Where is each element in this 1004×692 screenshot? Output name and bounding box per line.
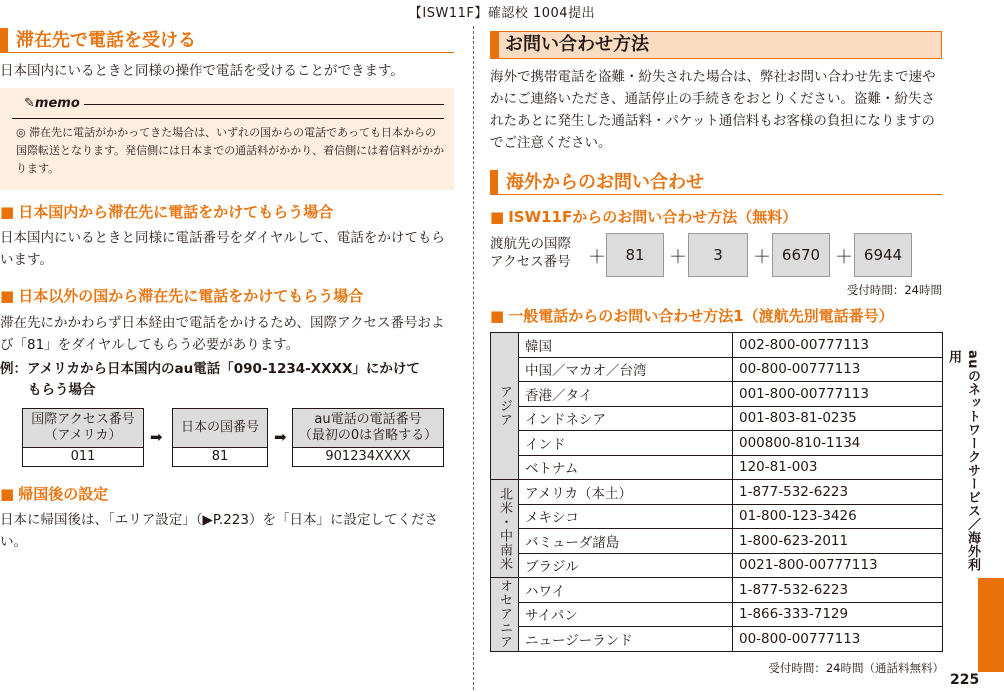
country-cell: ブラジル — [519, 553, 733, 578]
table-row — [491, 627, 943, 652]
country-cell: アメリカ（本土） — [519, 480, 733, 505]
body-inquiry-method: 海外で携帯電話を盗難・紛失された場合は、弊社お問い合わせ先まで速やかにご連絡いただき、通話停止の手続きをおとりください。盗難・紛失されたあとに発生した通話料・パケット通信料もお客様の負担になりますのでご注意ください。 — [490, 69, 936, 151]
country-cell: ベトナム — [519, 455, 733, 480]
diagram-head-au-number: au電話の電話番号 （最初の0は省略する） — [292, 408, 444, 448]
number-cell: 00-800-00777113 — [733, 357, 943, 382]
table-row — [491, 504, 943, 529]
hours-note-isw11f: 受付時間：24時間 — [846, 283, 942, 297]
table-row — [491, 431, 943, 456]
side-tab-marker — [978, 578, 1004, 672]
number-cell: 00-800-00777113 — [733, 627, 943, 652]
dial-digit-6670: 6670 — [772, 233, 830, 277]
diagram-val-country-code: 81 — [172, 447, 268, 467]
memo-rule-bottom — [12, 118, 444, 119]
country-cell: ニュージーランド — [519, 627, 733, 652]
arrow-right-icon: ➡ — [150, 428, 163, 446]
plus-sign: ＋ — [669, 247, 687, 268]
square-bullet-icon: ■ — [0, 485, 15, 503]
table-row — [491, 333, 943, 358]
example-line-2: もらう場合 — [28, 382, 96, 398]
pencil-icon: ✎ — [24, 96, 35, 111]
country-cell: バミューダ諸島 — [519, 529, 733, 554]
dial-label: 渡航先の国際 アクセス番号 — [490, 236, 571, 270]
number-cell: 000800-810-1134 — [733, 431, 943, 456]
table-row — [491, 455, 943, 480]
number-cell: 1-866-333-7129 — [733, 602, 943, 627]
page-number: 225 — [950, 672, 980, 688]
country-cell: サイパン — [519, 602, 733, 627]
section-title-receive-calls — [0, 28, 454, 53]
region-label: アジア — [491, 333, 519, 480]
plus-sign: ＋ — [588, 247, 606, 268]
number-cell: 1-877-532-6223 — [733, 480, 943, 505]
table-row — [491, 480, 943, 505]
country-cell: メキシコ — [519, 504, 733, 529]
subheading-after-return: ■ 帰国後の設定 — [0, 485, 109, 503]
number-cell: 1-877-532-6223 — [733, 578, 943, 603]
country-cell: インドネシア — [519, 406, 733, 431]
table-row — [491, 578, 943, 603]
square-bullet-icon: ■ — [490, 208, 505, 226]
diagram-head-intl-access: 国際アクセス番号 （アメリカ） — [22, 408, 144, 448]
page-header-title: 【ISW11F】確認校 1004提出 — [408, 6, 596, 21]
body-after-return: 日本に帰国後は、「エリア設定」（▶P.223）を「日本」に設定してください。 — [0, 512, 438, 550]
memo-text: ◎ 滞在先に電話がかかってきた場合は、いずれの国からの電話であっても日本からの国際転送となります。発信側には日本までの通話料がかかり、着信側には着信料がかかります。 — [16, 126, 445, 175]
table-row — [491, 382, 943, 407]
country-cell: 香港／タイ — [519, 382, 733, 407]
number-cell: 120-81-003 — [733, 455, 943, 480]
body-call-from-abroad: 滞在先にかかわらず日本経由で電話をかけるため、国際アクセス番号および「81」をダイヤルしてもらう必要があります。 — [0, 315, 445, 353]
plus-sign: ＋ — [753, 247, 771, 268]
subheading-from-isw11f: ■ ISW11Fからのお問い合わせ方法（無料） — [490, 208, 798, 226]
memo-label: ✎memo — [24, 96, 80, 111]
number-cell: 0021-800-00777113 — [733, 553, 943, 578]
diagram-val-au-number: 901234XXXX — [292, 447, 444, 467]
country-cell: 中国／マカオ／台湾 — [519, 357, 733, 382]
table-row — [491, 357, 943, 382]
number-cell: 01-800-123-3426 — [733, 504, 943, 529]
dial-digit-3: 3 — [688, 233, 748, 277]
table-row — [491, 406, 943, 431]
section-title-overseas-inquiry — [490, 170, 942, 195]
column-divider — [473, 26, 474, 690]
country-cell: 韓国 — [519, 333, 733, 358]
arrow-right-icon: ➡ — [274, 428, 287, 446]
table-row — [491, 529, 943, 554]
square-bullet-icon: ■ — [0, 203, 15, 221]
box-title-inquiry-method — [490, 31, 942, 59]
memo-rule-top — [84, 104, 444, 105]
subheading-call-from-japan: ■ 日本国内から滞在先に電話をかけてもらう場合 — [0, 203, 334, 221]
section-title-overseas-inquiry-text: 海外からのお問い合わせ — [506, 172, 704, 193]
plus-sign: ＋ — [835, 247, 853, 268]
subheading-from-landline: ■ 一般電話からのお問い合わせ方法1（渡航先別電話番号） — [490, 307, 894, 325]
hours-note-landline: 受付時間：24時間（通話料無料） — [768, 661, 944, 675]
body-call-from-japan: 日本国内にいるときと同様に電話番号をダイヤルして、電話をかけてもらいます。 — [0, 230, 445, 268]
diagram-val-intl-access: 011 — [22, 447, 144, 467]
region-label: 北米・中南米 — [491, 480, 519, 578]
square-bullet-icon: ■ — [490, 307, 505, 325]
number-cell: 002-800-00777113 — [733, 333, 943, 358]
section-body-receive-calls: 日本国内にいるときと同様の操作で電話を受けることができます。 — [0, 63, 404, 79]
box-title-inquiry-method-text: お問い合わせ方法 — [505, 34, 649, 55]
number-cell: 001-803-81-0235 — [733, 406, 943, 431]
number-cell: 001-800-00777113 — [733, 382, 943, 407]
square-bullet-icon: ■ — [0, 287, 15, 305]
side-tab-label: auのネットワークサービス／海外利用 — [946, 350, 980, 572]
section-title-receive-calls-text: 滞在先で電話を受ける — [16, 30, 196, 51]
subheading-call-from-abroad: ■ 日本以外の国から滞在先に電話をかけてもらう場合 — [0, 287, 364, 305]
country-cell: インド — [519, 431, 733, 456]
dial-digit-81: 81 — [606, 233, 664, 277]
dial-digit-6944: 6944 — [854, 233, 912, 277]
table-row — [491, 553, 943, 578]
table-row — [491, 602, 943, 627]
example-line-1: 例：アメリカから日本国内のau電話「090-1234-XXXX」にかけて — [0, 361, 420, 377]
number-cell: 1-800-623-2011 — [733, 529, 943, 554]
country-number-table — [490, 332, 943, 652]
region-label: オセアニア — [491, 578, 519, 652]
country-cell: ハワイ — [519, 578, 733, 603]
diagram-head-country-code: 日本の国番号 — [172, 408, 268, 448]
